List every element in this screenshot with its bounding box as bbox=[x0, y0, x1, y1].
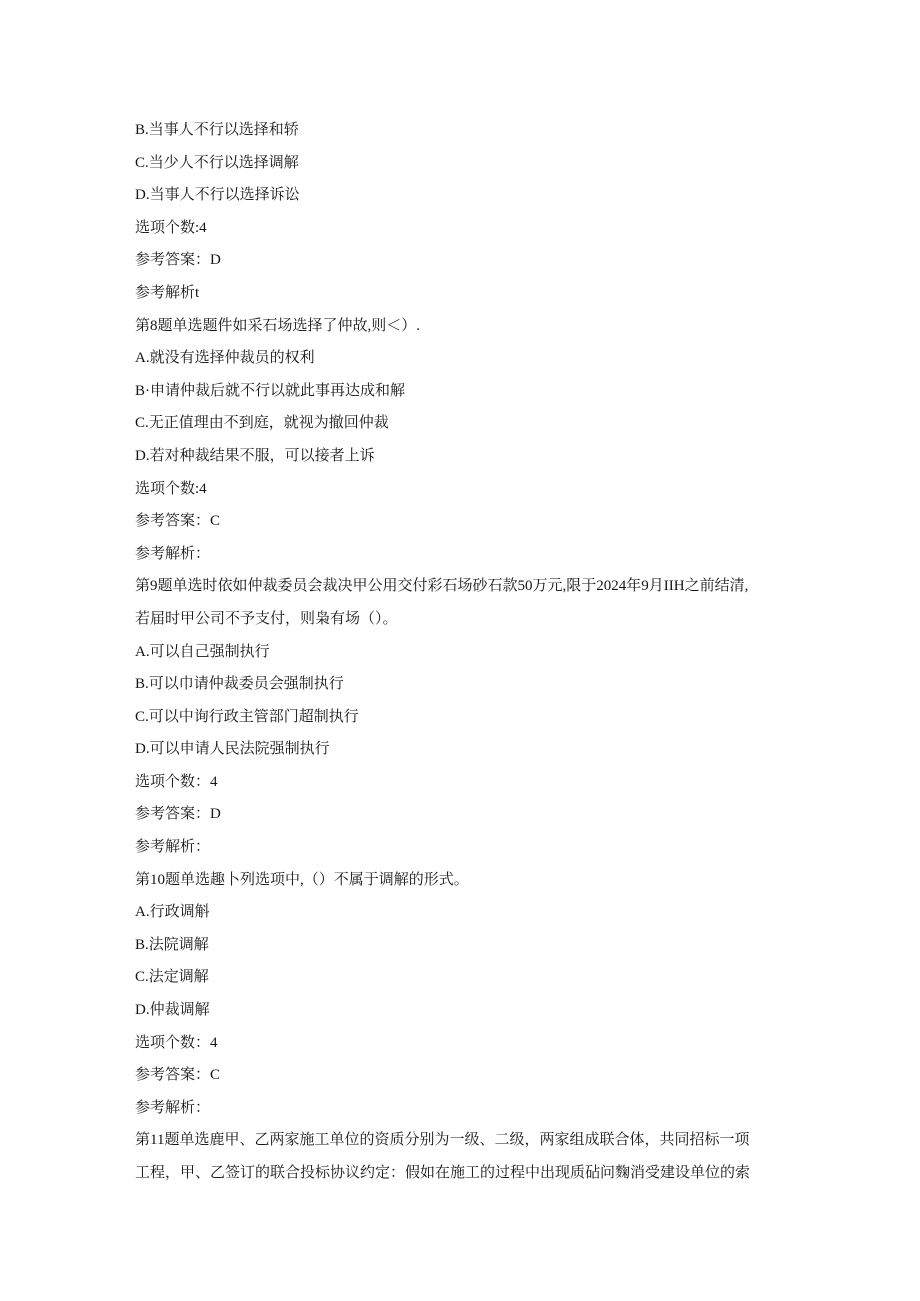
question-stem: 第11题单选鹿甲、乙两家施工单位的资质分别为一级、二级，两家组成联合体，共同招标一项 bbox=[135, 1132, 750, 1149]
option-line: C.无正值理由不到庭，就视为撤回仲裁 bbox=[135, 415, 389, 432]
reference-analysis: 参考解析： bbox=[135, 1099, 211, 1116]
document-page bbox=[135, 114, 835, 1190]
option-line: C.当少人不行以选择调解 bbox=[135, 154, 299, 171]
option-line: D.可以申请人民法院强制执行 bbox=[135, 741, 330, 758]
question-stem: 第9题单选时依如仲裁委员会裁决甲公用交付彩石场砂石款50万元,限于2024年9月IIH之前结清, bbox=[135, 578, 749, 595]
question-stem: 工程，甲、乙签订的联合投标协议约定：假如在施工的过程中出现质砧问麴消受建设单位的索 bbox=[135, 1165, 751, 1181]
option-line: B·申请仲裁后就不行以就此事再达成和解 bbox=[135, 382, 406, 399]
option-count: 选项个数：4 bbox=[135, 1034, 218, 1051]
option-line: D.当事人不行以选择诉讼 bbox=[135, 187, 300, 204]
reference-answer: 参考答案：D bbox=[135, 806, 221, 823]
option-line: A.可以自己强制执行 bbox=[135, 643, 270, 660]
option-line: A.行政调斛 bbox=[135, 904, 210, 921]
question-stem: 若届时甲公司不予支付，则枭有场（）。 bbox=[135, 610, 398, 627]
option-count: 选项个数:4 bbox=[135, 480, 207, 497]
reference-analysis: 参考解析： bbox=[135, 839, 211, 856]
question-stem: 第10题单选趣卜列选项中,（）不属于调解的形式。 bbox=[135, 871, 469, 888]
option-line: B.当事人不行以选择和轿 bbox=[135, 122, 299, 138]
option-count: 选项个数:4 bbox=[135, 219, 207, 236]
option-line: C.可以中询行政主管部门超制执行 bbox=[135, 708, 359, 725]
reference-analysis: 参考解析： bbox=[135, 545, 211, 562]
reference-answer: 参考答案：C bbox=[135, 1067, 221, 1084]
reference-answer: 参考答案：D bbox=[135, 252, 221, 269]
option-line: B.可以巾请仲裁委员会强制执行 bbox=[135, 676, 344, 693]
option-line: D.若对种裁结果不服，可以接者上诉 bbox=[135, 447, 375, 464]
option-count: 选项个数：4 bbox=[135, 773, 218, 790]
reference-answer: 参考答案：C bbox=[135, 513, 221, 530]
option-line: D.仲裁调解 bbox=[135, 1002, 210, 1019]
option-line: C.法定调解 bbox=[135, 969, 209, 986]
option-line: B.法院调解 bbox=[135, 936, 209, 953]
question-stem: 第8题单选题件如采石场选择了仲故,则＜）. bbox=[135, 317, 421, 334]
reference-analysis: 参考解析t bbox=[135, 284, 200, 301]
option-line: A.就没有选择仲裁员的权利 bbox=[135, 350, 315, 367]
